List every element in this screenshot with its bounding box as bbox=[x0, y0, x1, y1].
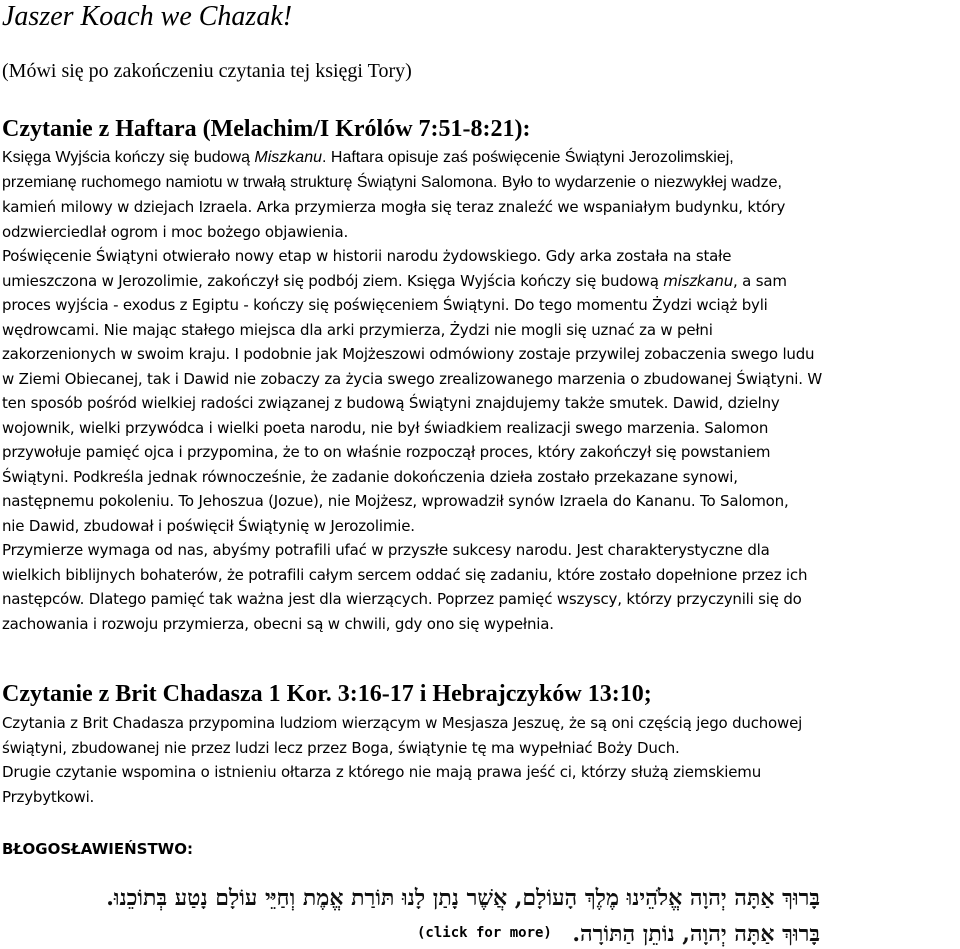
haftara-paragraph-2 bbox=[2, 244, 952, 636]
text-segment: nie Dawid, zbudował i poświęcił Świątynię w Jerozolimie. bbox=[2, 516, 415, 535]
text-segment: przemianę ruchomego namiotu w trwałą strukturę Świątyni Salomona. Było to wydarzenie o niezwykłej wadze, bbox=[2, 173, 782, 191]
text-segment: przywołuje pamięć ojca i przypomina, że to on właśnie rozpoczął proces, który zakończył się powstaniem bbox=[2, 443, 771, 461]
text-segment: następnemu pokoleniu. To Jehoszua (Jozue), nie Mojżesz, wprowadził synów Izraela do Kananu. To Salomon, bbox=[2, 492, 789, 510]
text-line bbox=[2, 195, 952, 220]
text-segment: Przymierze wymaga od nas, abyśmy potrafili ufać w przyszłe sukcesy narodu. Jest charakterystyczne dla bbox=[2, 541, 770, 559]
haftara-paragraph-1 bbox=[2, 146, 952, 244]
text-segment: umieszczona w Jerozolimie, zakończył się podbój ziem. Księga Wyjścia kończy się budową bbox=[2, 271, 664, 290]
text-segment: Poświęcenie Świątyni otwierało nowy etap w historii narodu żydowskiego. Gdy arka została na stałe bbox=[2, 247, 732, 265]
text-line bbox=[2, 760, 952, 785]
text-segment: wojownik, wielki przywódca i wielki poeta narodu, nie był świadkiem realizacji swego marzenia. Salomon bbox=[2, 418, 769, 437]
hebrew-blessing-line-2: בָּרוּךְ אַתָּה יְהוָה, נוֹתֵן הַתּוֹרָה. bbox=[572, 921, 820, 947]
text-line bbox=[2, 514, 952, 539]
text-line bbox=[2, 587, 952, 612]
text-line bbox=[2, 367, 952, 392]
text-segment: zachowania i rozwoju przymierza, obecni są w chwili, gdy ono się wypełnia. bbox=[2, 614, 554, 633]
text-line bbox=[2, 416, 952, 441]
text-segment: następców. Dlatego pamięć tak ważna jest dla wierzących. Poprzez pamięć wszyscy, którzy przyczynili się do bbox=[2, 590, 802, 608]
text-line bbox=[2, 489, 952, 514]
text-line bbox=[2, 391, 952, 416]
blessing-label: BŁOGOSŁAWIEŃSTWO: bbox=[2, 840, 193, 858]
text-segment: . Haftara opisuje zaś poświęcenie Świątyni Jerozolimskiej, bbox=[322, 149, 734, 166]
brit-chadasza-heading: Czytanie z Brit Chadasza 1 Kor. 3:16-17 i Hebrajczyków 13:10; bbox=[2, 681, 652, 707]
text-segment: Przybytkowi. bbox=[2, 787, 95, 806]
text-segment: w Ziemi Obiecanej, tak i Dawid nie zobaczy za życia swego zrealizowanego marzenia o zbudowanej Świątyni. W bbox=[2, 369, 823, 388]
brit-chadasza-paragraph bbox=[2, 711, 952, 809]
text-line bbox=[2, 538, 952, 563]
text-line bbox=[2, 269, 952, 294]
text-line bbox=[2, 244, 952, 269]
text-line bbox=[2, 171, 952, 196]
text-line bbox=[2, 440, 952, 465]
text-segment: kamień milowy w dziejach Izraela. Arka przymierza mogła się teraz znaleźć we wspaniałym budynku, który bbox=[2, 198, 786, 216]
text-segment: świątyni, zbudowanej nie przez ludzi lecz przez Boga, świątynie tę ma wypełniać Boży Duch. bbox=[2, 738, 680, 757]
click-for-more-link[interactable]: (click for more) bbox=[417, 925, 552, 941]
text-line bbox=[2, 146, 952, 171]
text-segment: Czytania z Brit Chadasza przypomina ludziom wierzącym w Mesjasza Jeszuę, że są oni częścią jego duchowej bbox=[2, 714, 803, 732]
text-line bbox=[2, 220, 952, 245]
haftara-heading: Czytanie z Haftara (Melachim/I Królów 7:51-8:21): bbox=[2, 116, 531, 142]
text-line bbox=[2, 293, 952, 318]
text-segment: zakorzenionych w swoim kraju. I podobnie jak Mojżeszowi odmówiony zostaje przywilej zobaczenia swego ludu bbox=[2, 345, 815, 363]
text-line bbox=[2, 711, 952, 736]
text-line bbox=[2, 342, 952, 367]
italic-term: Miszkanu bbox=[254, 149, 322, 166]
text-segment: proces wyjścia - exodus z Egiptu - kończy się poświęceniem Świątyni. Do tego momentu Żydzi wciąż byli bbox=[2, 296, 768, 314]
text-line bbox=[2, 736, 952, 761]
text-line bbox=[2, 785, 952, 810]
hebrew-blessing-line-1: בָּרוּךְ אַתָּה יְהוָה אֱלֹהֵינוּ מֶלֶךְ הָעוֹלָם, אֲשֶׁר נָתַן לָנוּ תּוֹרַת אֱמֶת וְחַיֵּי עוֹלָם נָטַע בְּתוֹכֵנוּ. bbox=[106, 885, 820, 911]
text-segment: Drugie czytanie wspomina o istnieniu ołtarza z którego nie mają prawa jeść ci, którzy służą ziemskiemu bbox=[2, 763, 762, 781]
page-subtitle: (Mówi się po zakończeniu czytania tej księgi Tory) bbox=[2, 60, 412, 82]
text-segment: , a sam bbox=[733, 271, 787, 290]
text-segment: odzwierciedlał ogrom i moc bożego objawienia. bbox=[2, 222, 349, 241]
text-line bbox=[2, 612, 952, 637]
page-title: Jaszer Koach we Chazak! bbox=[2, 1, 293, 32]
italic-term: miszkanu bbox=[663, 271, 734, 290]
text-line bbox=[2, 465, 952, 490]
text-line bbox=[2, 318, 952, 343]
text-segment: wędrowcami. Nie mając stałego miejsca dla arki przymierza, Żydzi nie mogli się uznać za w pełni bbox=[2, 320, 713, 339]
text-segment: ten sposób pośród wielkiej radości związanej z budową Świątyni znajdujemy także smutek. Dawid, dzielny bbox=[2, 394, 780, 412]
text-line bbox=[2, 563, 952, 588]
text-segment: wielkich biblijnych bohaterów, że potrafili całym sercem oddać się zadaniu, które zostało dopełnione przez ich bbox=[2, 565, 808, 584]
text-segment: Świątyni. Podkreśla jednak równocześnie, że zadanie dokończenia dzieła zostało przekazane synowi, bbox=[2, 467, 738, 486]
text-segment: Księga Wyjścia kończy się budową bbox=[2, 149, 255, 166]
